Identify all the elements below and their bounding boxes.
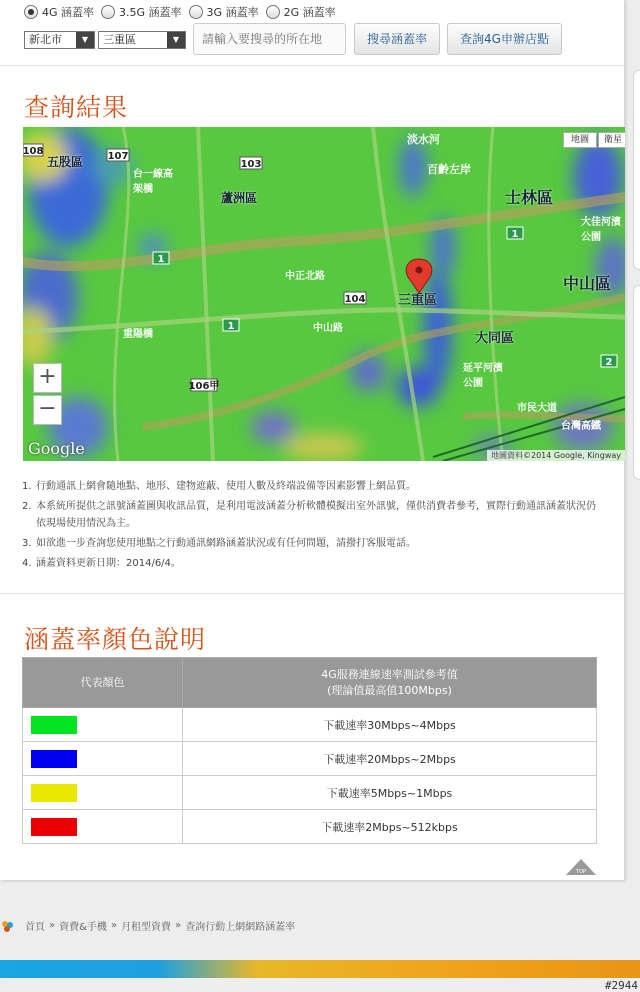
map-label: 延平河濱公園 — [463, 363, 503, 389]
road-number: 1 — [227, 321, 235, 332]
list-item: 1. 行動通訊上網會隨地點、地形、建物遮蔽、使用人數及終端設備等因素影響上網品質。 — [22, 481, 416, 492]
watermark: #2944 — [604, 979, 638, 992]
radio-icon[interactable] — [24, 5, 38, 19]
location-search-input[interactable] — [193, 23, 346, 55]
map-label: 五股區 — [47, 155, 84, 169]
color-swatch-blue — [31, 750, 77, 768]
table-row: 下載速率20Mbps~2Mbps — [23, 742, 597, 776]
map-label: 台灣高鐵 — [561, 421, 601, 432]
breadcrumb-item[interactable]: 資費&手機 — [59, 922, 107, 933]
zoom-in-button[interactable]: + — [33, 363, 62, 393]
zoom-out-button[interactable]: − — [33, 395, 62, 425]
map-marker-icon[interactable] — [406, 259, 432, 293]
breadcrumb: 首頁 » 資費&手機 » 月租型資費 » 查詢行動上網網路涵蓋率 — [0, 918, 295, 933]
side-tab-bottom[interactable] — [633, 285, 640, 480]
map-label: 淡水河 — [407, 133, 440, 146]
notes-list — [22, 478, 602, 575]
google-logo: Google — [28, 439, 85, 458]
city-select[interactable]: 新北市 ▼ — [24, 31, 95, 49]
road-number: 107 — [107, 151, 129, 162]
color-swatch-green — [31, 716, 77, 734]
list-item: 3. 如欲進一步查詢您使用地點之行動通訊網路涵蓋狀況或有任何問題，請撥打客服電話。 — [22, 538, 416, 549]
coverage-map[interactable] — [23, 127, 625, 461]
radio-2g[interactable]: 2G 涵蓋率 — [266, 4, 336, 20]
chevron-down-icon: ▼ — [76, 32, 94, 48]
breadcrumb-item: 查詢行動上網網路涵蓋率 — [185, 922, 296, 933]
road-shields — [23, 127, 625, 461]
list-item: 4. 涵蓋資料更新日期：2014/6/4。 — [22, 558, 181, 569]
coverage-legend-table — [22, 657, 597, 844]
map-type-satellite-button[interactable]: 衛星 — [598, 132, 625, 148]
find-4g-store-button[interactable]: 查詢4G申辦店點 — [447, 23, 562, 55]
map-label: 中山路 — [313, 323, 343, 334]
footer — [0, 978, 640, 992]
road-number: 104 — [344, 294, 366, 305]
breadcrumb-item[interactable]: 首頁 — [25, 922, 45, 933]
map-label: 大同區 — [475, 331, 515, 346]
map-type-map-button[interactable]: 地圖 — [563, 132, 597, 148]
results-title: 查詢結果 — [24, 93, 129, 122]
color-swatch-yellow — [31, 784, 77, 802]
road-number: 103 — [240, 159, 262, 170]
road-number: 106甲 — [188, 381, 220, 392]
map-label: 蘆洲區 — [221, 191, 258, 205]
table-row: 下載速率2Mbps~512kbps — [23, 810, 597, 844]
radio-icon[interactable] — [266, 5, 280, 19]
color-swatch-red — [31, 818, 77, 836]
map-label: 中山區 — [563, 274, 612, 293]
chevron-down-icon: ▼ — [167, 32, 185, 48]
map-label: 重陽橋 — [123, 329, 153, 340]
map-label: 市民大道 — [517, 403, 557, 414]
back-to-top-button[interactable] — [565, 858, 597, 876]
map-label: 大佳河濱公園 — [581, 217, 621, 243]
radio-35g[interactable]: 3.5G 涵蓋率 — [101, 4, 182, 20]
table-header: 代表顏色 — [23, 658, 183, 708]
map-label: 三重區 — [398, 293, 438, 308]
radio-icon[interactable] — [189, 5, 203, 19]
table-row: 下載速率5Mbps~1Mbps — [23, 776, 597, 810]
table-row: 下載速率30Mbps~4Mbps — [23, 708, 597, 742]
brand-logo-icon — [0, 919, 14, 933]
road-number: 1 — [511, 229, 519, 240]
road-number: 2 — [605, 357, 613, 368]
divider — [0, 593, 625, 594]
map-label: 中正北路 — [285, 271, 325, 282]
radio-4g[interactable]: 4G 涵蓋率 — [24, 4, 94, 20]
divider — [0, 65, 625, 66]
radio-icon[interactable] — [101, 5, 115, 19]
road-number: 1 — [157, 254, 165, 265]
map-label: 士林區 — [505, 188, 554, 207]
breadcrumb-item[interactable]: 月租型資費 — [121, 922, 172, 933]
map-attribution[interactable]: 地圖資料©2014 Google, Kingway — [487, 450, 625, 461]
svg-text:TOP: TOP — [575, 869, 587, 875]
radio-3g[interactable]: 3G 涵蓋率 — [189, 4, 259, 20]
map-label: 百齡左岸 — [427, 163, 471, 176]
list-item: 2. 本系統所提供之訊號涵蓋圖與收訊品質，是利用電波涵蓋分析軟體模擬出室外訊號，僅供消費者參考，實際行動通訊涵蓋狀況仍依現場使用情況為主。 — [22, 501, 596, 529]
search-coverage-button[interactable]: 搜尋涵蓋率 — [354, 23, 440, 55]
legend-title: 涵蓋率顏色說明 — [24, 625, 207, 654]
side-tab-top[interactable] — [633, 70, 640, 270]
network-type-selector — [24, 4, 343, 20]
table-header: 4G服務連線速率測試參考值 (理論值最高值100Mbps) — [183, 658, 597, 708]
road-number: 108 — [23, 146, 44, 157]
footer-color-bar — [0, 960, 640, 978]
map-label: 台一線高架橋 — [133, 169, 173, 195]
district-select[interactable]: 三重區 ▼ — [98, 31, 186, 49]
